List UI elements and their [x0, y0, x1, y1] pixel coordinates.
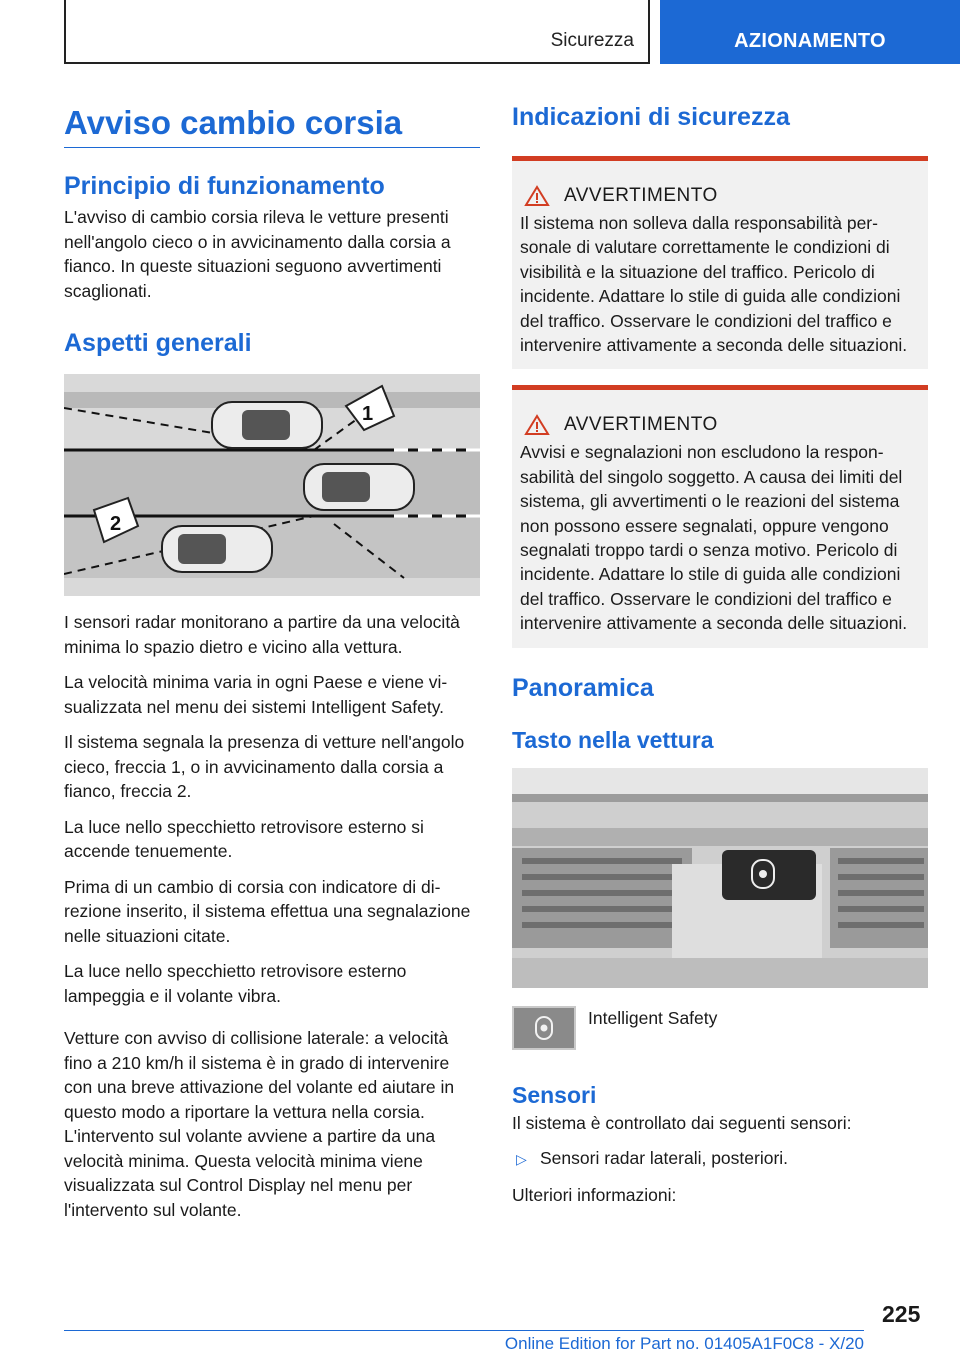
page-number: 225	[882, 1301, 921, 1327]
paragraph-general-4: La luce nello specchietto retrovisore esterno si accende tenuemente.	[64, 816, 424, 861]
warning-label-1: AVVERTIMENTO	[564, 185, 718, 206]
heading-safety: Indicazioni di sicurezza	[512, 103, 790, 131]
warning-triangle-icon	[524, 414, 550, 436]
heading-sensors: Sensori	[512, 1081, 597, 1108]
sensor-item-1: Sensori radar laterali, posteriori.	[540, 1148, 789, 1169]
warning-triangle-icon	[524, 185, 550, 207]
warning-text-2: Avvisi e segnalazioni non escludono la responsabilità del singolo soggetto. A causa dei limiti del sistema, gli avvertimenti o le reazioni del sistema non possono essere segnalati, oppure vengono segnalati troppo tardi o senza motivo. Pericolo di incidente. Adattare lo stile di guida alle condizioni del traffico. Osservare le condizioni del traffico e intervenire attivamente a seconda delle situazioni.	[520, 442, 908, 634]
paragraph-sensors: Il sistema è controllato dai seguenti sensori:	[512, 1112, 852, 1133]
header-section-tab	[64, 0, 650, 64]
heading-button: Tasto nella vettura	[512, 726, 714, 753]
right-column	[512, 103, 928, 1218]
warning-text-1: Il sistema non solleva dalla responsabilità personale di valutare correttamente le condizioni di visibilità e la situazione del traffico. Pericolo di incidente. Adattare lo stile di guida alle condizioni del traffico. Osservare le condizioni del traffico e intervenire attivamente a seconda delle situazioni.	[520, 213, 908, 356]
paragraph-general-5: Prima di un cambio di corsia con indicatore di direzione inserito, il sistema effettua una segnalazione nelle situazioni citate.	[64, 876, 471, 946]
warning-box-2	[512, 385, 928, 647]
car-middle	[304, 464, 414, 510]
console-button-photo	[512, 768, 928, 988]
footer-divider	[64, 1330, 864, 1331]
header-chapter-tab	[660, 0, 960, 64]
button-legend	[512, 1006, 928, 1050]
arrow-label-1: 1	[362, 403, 374, 425]
heading-general: Aspetti generali	[64, 329, 252, 357]
road-diagram-svg	[64, 374, 480, 596]
header-chapter-label: AZIONAMENTO	[734, 30, 886, 52]
list-item	[512, 1146, 928, 1172]
title-divider	[64, 147, 480, 148]
paragraph-collision: Vetture con avviso di collisione laterale: a velocità fino a 210 km/h il sistema è in grado di intervenire con una breve attivazione del volante ed aiutare in questo modo a riportare la vettura nella corsia. L'intervento sul volante avviene a partire da una velocità minima. Questa velocità minima viene visualizzata sul Control Display nel menu per l'intervento sul volante.	[64, 1028, 455, 1220]
heading-overview: Panoramica	[512, 673, 654, 702]
warning-label-2: AVVERTIMENTO	[564, 414, 718, 436]
page-title: Avviso cambio corsia	[64, 104, 403, 141]
paragraph-general-3: Il sistema segnala la presenza di vetture nell'angolo cieco, freccia 1, o in avvicinamento dalla corsia a fianco, freccia 2.	[64, 732, 465, 801]
paragraph-general-6: La luce nello specchietto retrovisore esterno lampeggia e il volante vibra.	[64, 961, 407, 1006]
paragraph-more-info: Ulteriori informazioni:	[512, 1184, 677, 1205]
console-svg	[512, 768, 928, 988]
warning-box-1	[512, 156, 928, 369]
car-bottom	[162, 526, 272, 572]
paragraph-general-2: La velocità minima varia in ogni Paese e viene visualizzata nel menu dei sistemi Intelligent Safety.	[64, 672, 448, 717]
paragraph-general-1: I sensori radar monitorano a partire da una velocità minima lo spazio dietro e vicino alla vettura.	[64, 612, 460, 657]
header-section-label: Sicurezza	[550, 30, 634, 51]
button-legend-label: Intelligent Safety	[588, 1007, 718, 1028]
lane-change-illustration	[64, 374, 480, 596]
paragraph-principle: L'avviso di cambio corsia rileva le vetture presenti nell'angolo cieco o in avvicinamento dalla corsia a fianco. In queste situazioni seguono avvertimenti scaglionati.	[64, 207, 451, 301]
intelligent-safety-icon	[533, 1015, 555, 1041]
footer-edition: Online Edition for Part no. 01405A1F0C8 - X/20	[504, 1334, 864, 1353]
arrow-label-2: 2	[110, 513, 122, 535]
heading-principle: Principio di funzionamento	[64, 172, 385, 200]
car-top	[212, 402, 322, 448]
bullet-triangle-icon: ▷	[516, 1151, 527, 1168]
intelligent-safety-button	[512, 1006, 576, 1050]
left-column	[64, 172, 480, 1233]
